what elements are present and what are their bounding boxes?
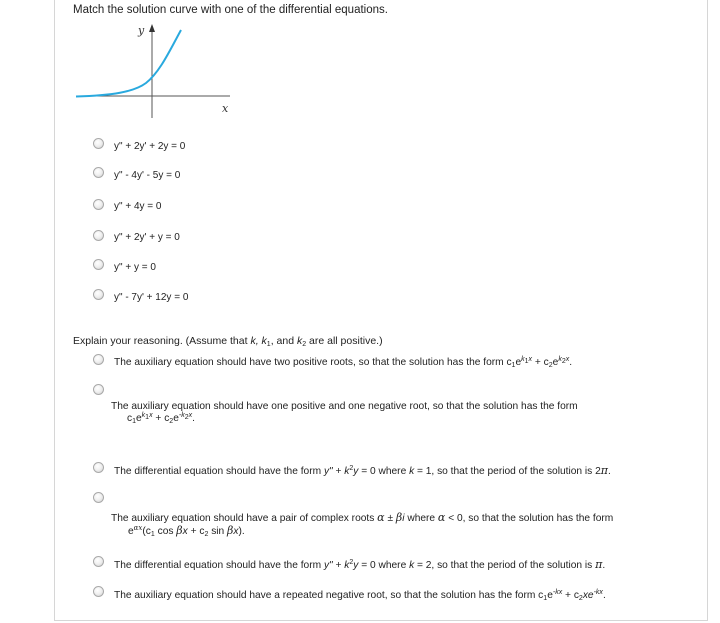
equation-radio-2[interactable] xyxy=(93,167,104,178)
reason-radio-1[interactable] xyxy=(93,354,104,365)
explain-prompt: Explain your reasoning. (Assume that k, $k_1$, and $k_2$ are all positive.) xyxy=(73,335,383,348)
equation-radio-6[interactable] xyxy=(93,289,104,300)
reason-radio-4[interactable] xyxy=(93,492,104,503)
reason-option-5: The differential equation should have the form y" + $k^2y = 0$ where k = 2, so that the period of the solution is π. xyxy=(114,558,606,571)
reason-option-3: The differential equation should have the form y" + $k^2y = 0$ where k = 1, so that the period of the solution is 2π. xyxy=(114,464,611,477)
equation-option-1: y" + 2y' + 2y = 0 xyxy=(114,141,186,152)
solution-curve-graph xyxy=(72,20,242,120)
y-axis-label: y xyxy=(138,24,145,37)
reason-option-6: The auxiliary equation should have a repeated negative root, so that the solution has the form $c_1e^{-kx} + c_2xe^{-kx}$. xyxy=(114,589,606,602)
equation-option-3: y" + 4y = 0 xyxy=(114,201,162,212)
question-text: Match the solution curve with one of the differential equations. xyxy=(73,4,388,16)
reason-option-2: The auxiliary equation should have one positive and one negative root, so that the solution has the form $c_1e^{k_1x} + c_2e^{-k_2x}$. xyxy=(111,401,578,425)
reason-radio-5[interactable] xyxy=(93,556,104,567)
reason-radio-2[interactable] xyxy=(93,384,104,395)
y-axis-arrow xyxy=(149,24,155,32)
equation-radio-1[interactable] xyxy=(93,138,104,149)
solution-curve xyxy=(76,30,181,97)
reason-radio-6[interactable] xyxy=(93,586,104,597)
equation-radio-4[interactable] xyxy=(93,230,104,241)
equation-option-4: y" + 2y' + y = 0 xyxy=(114,232,180,243)
x-axis-label: x xyxy=(222,102,229,115)
reason-option-1: The auxiliary equation should have two positive roots, so that the solution has the form $c_1e^{k_1x} + c_2e^{k_2x}$. xyxy=(114,356,573,369)
reason-radio-3[interactable] xyxy=(93,462,104,473)
reason-option-4: The auxiliary equation should have a pair of complex roots α ± βi where α < 0, so that the solution has the form $e^{\alpha x}(c_1$ $\cos \beta x + c_2$ sin βx). xyxy=(111,511,614,538)
equation-option-6: y" - 7y' + 12y = 0 xyxy=(114,292,189,303)
equation-option-2: y" - 4y' - 5y = 0 xyxy=(114,170,181,181)
equation-option-5: y" + y = 0 xyxy=(114,262,156,273)
equation-radio-3[interactable] xyxy=(93,199,104,210)
equation-radio-5[interactable] xyxy=(93,259,104,270)
